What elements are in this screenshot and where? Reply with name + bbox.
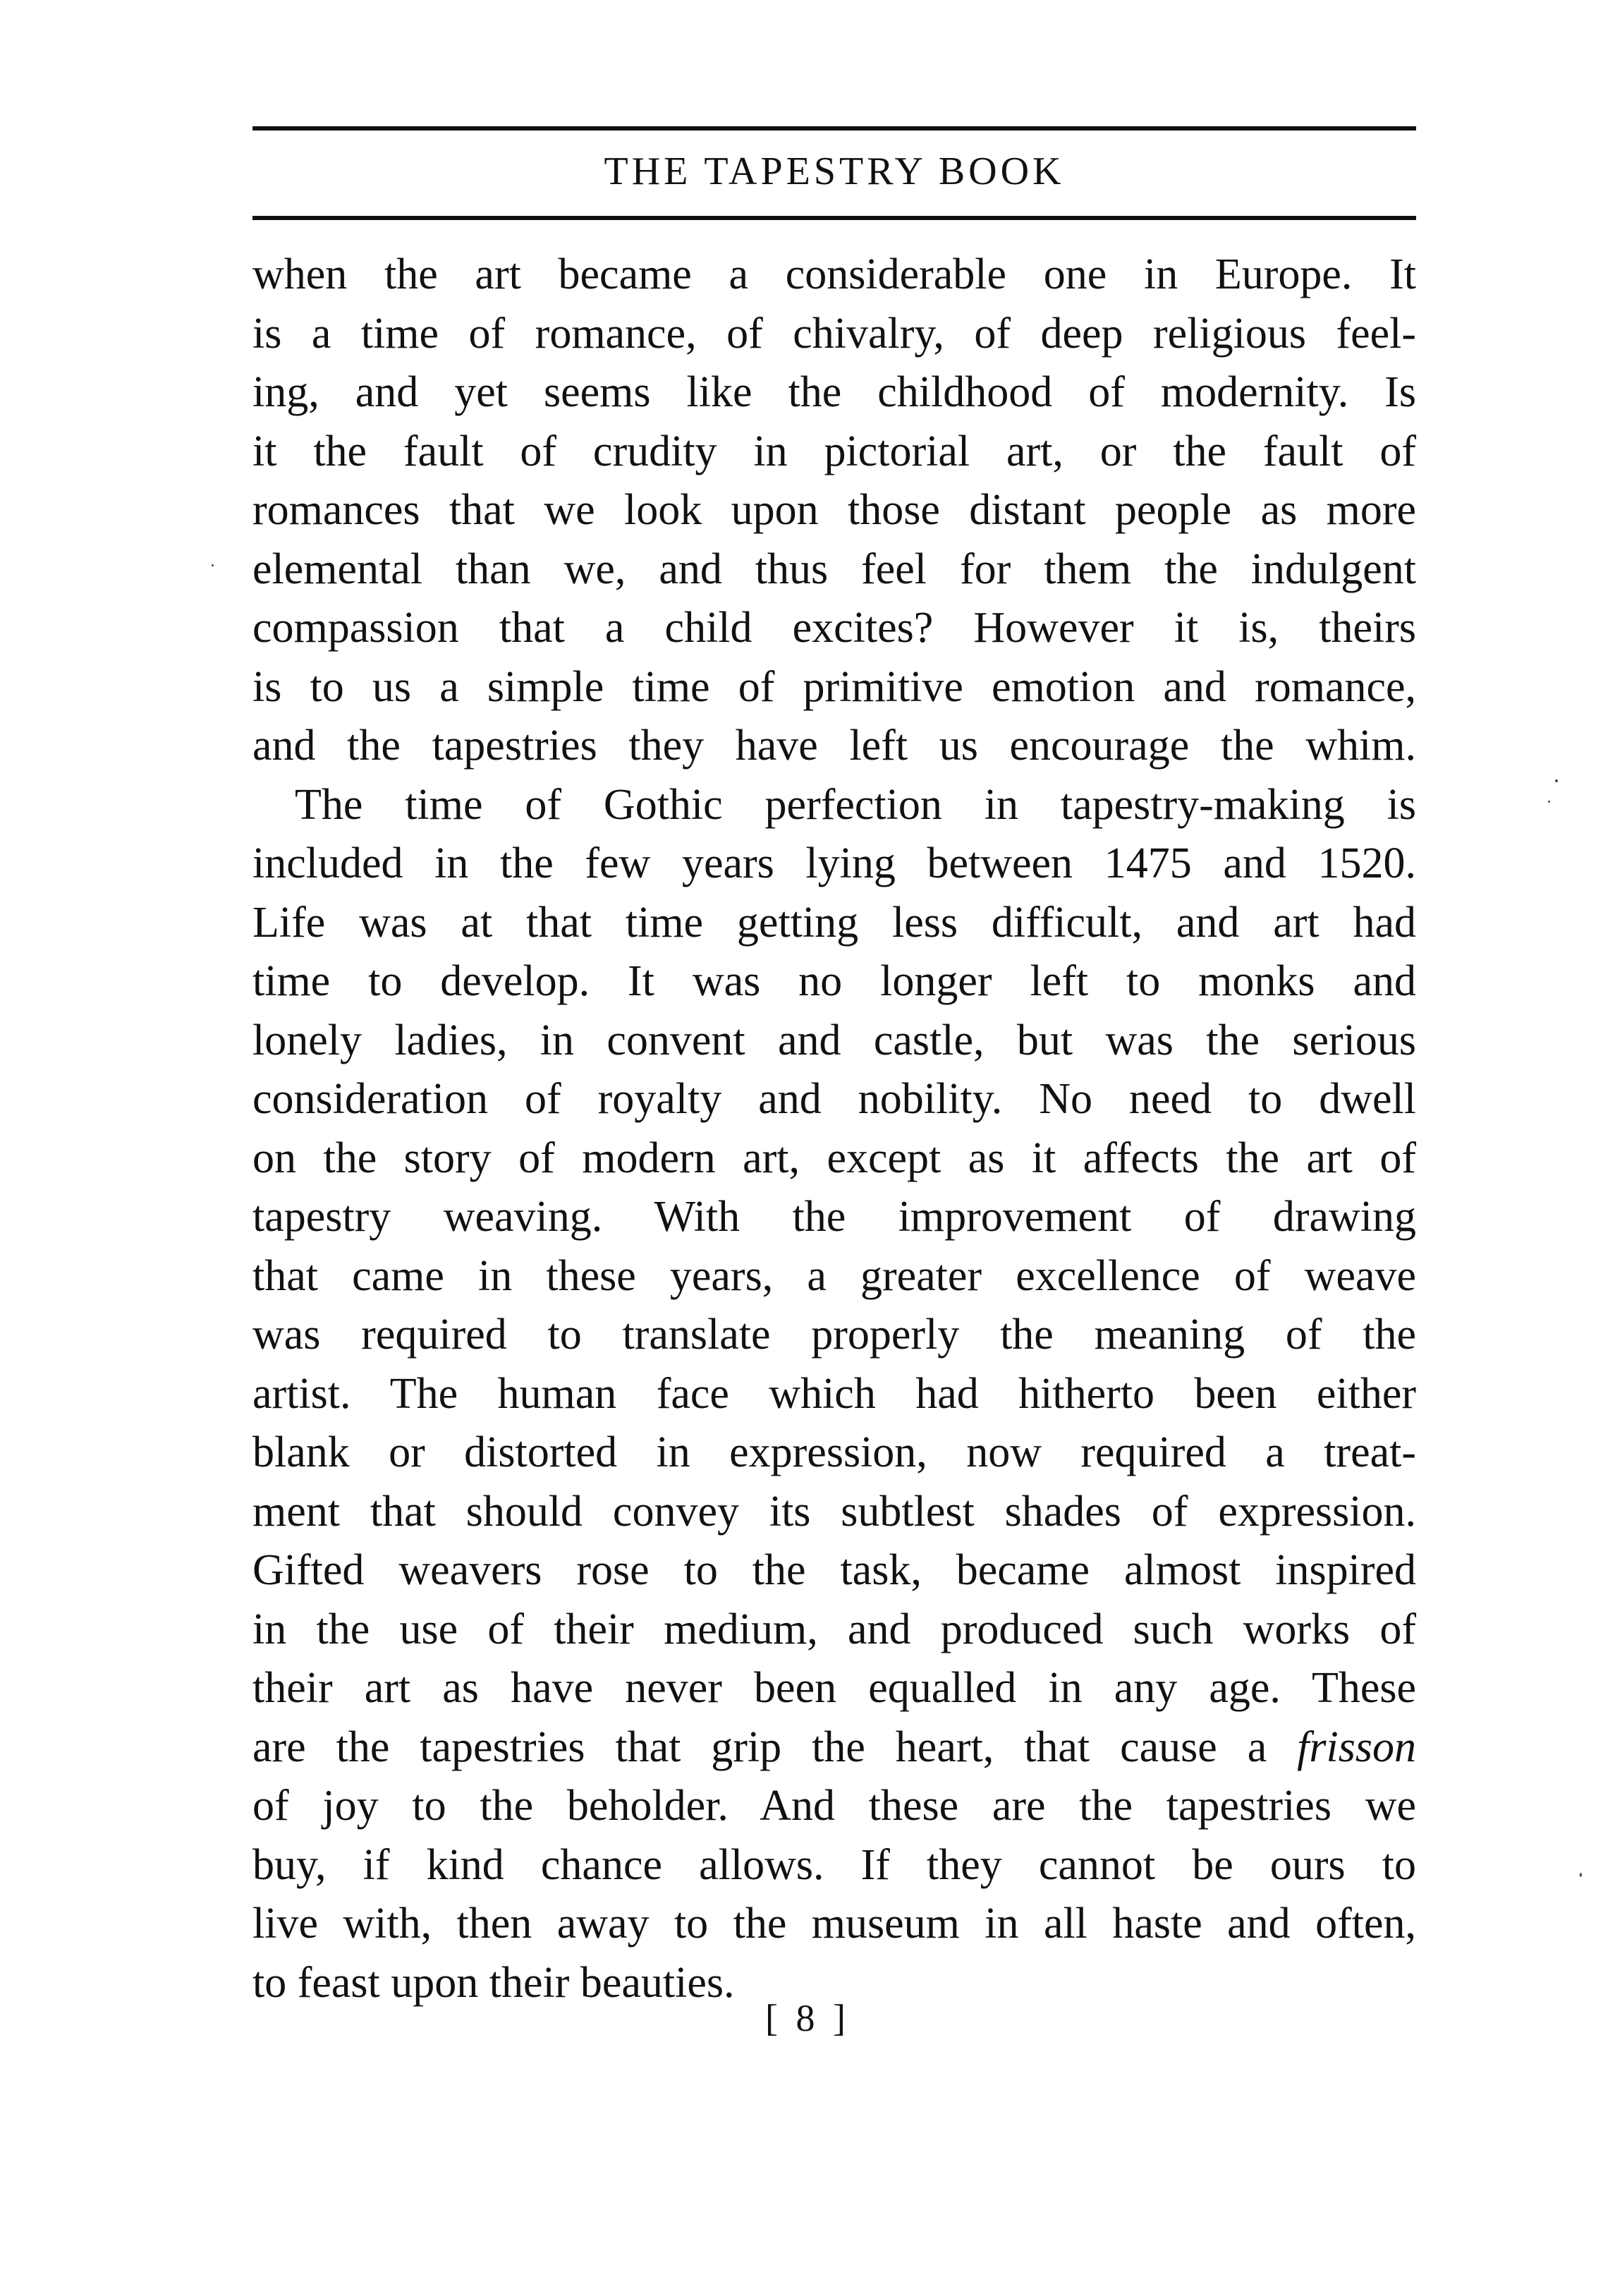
text-line: time to develop. It was no longer left to monks and: [252, 957, 1416, 1005]
text-line: compassion that a child excites? However it is, theirs: [252, 604, 1416, 652]
text-line: their art as have never been equalled in any age. These: [252, 1664, 1416, 1712]
text-segment: are the tapestries that grip the heart, that cause a: [252, 1723, 1267, 1771]
paragraph-2: [252, 776, 1416, 2013]
page-number: [ 8 ]: [765, 1997, 850, 2039]
text-line: included in the few years lying between 1475 and 1520.: [252, 839, 1416, 887]
text-line: Gifted weavers rose to the task, became almost inspired: [252, 1546, 1416, 1594]
text-line: live with, then away to the museum in all haste and often,: [252, 1900, 1416, 1948]
text-line: and the tapestries they have left us encourage the whim.: [252, 722, 1416, 770]
text-line: was required to translate properly the meaning of the: [252, 1311, 1416, 1359]
text-line-with-italic: [252, 1718, 1416, 1778]
text-line: romances that we look upon those distant people as more: [252, 486, 1416, 534]
text-line: consideration of royalty and nobility. No need to dwell: [252, 1075, 1416, 1123]
running-head: THE TAPESTRY BOOK: [604, 150, 1065, 193]
scan-speck: [1555, 779, 1558, 782]
text-line: elemental than we, and thus feel for them the indulgent: [252, 545, 1416, 593]
text-line: artist. The human face which had hitherto been either: [252, 1369, 1416, 1418]
header-rule-top: [252, 126, 1416, 130]
body-text: [252, 245, 1416, 2012]
text-line: is to us a simple time of primitive emotion and romance,: [252, 662, 1416, 711]
text-line: in the use of their medium, and produced such works of: [252, 1605, 1416, 1653]
text-line: when the art became a considerable one in Europe. It: [252, 250, 1416, 298]
text-line: is a time of romance, of chivalry, of deep religious feel-: [252, 309, 1416, 358]
paragraph-1: [252, 245, 1416, 776]
text-line: of joy to the beholder. And these are the tapestries we: [252, 1782, 1416, 1830]
text-line: The time of Gothic perfection in tapestry-making is: [295, 780, 1416, 829]
text-line: Life was at that time getting less difficult, and art had: [252, 898, 1416, 947]
text-line: lonely ladies, in convent and castle, but was the serious: [252, 1016, 1416, 1064]
text-line: ment that should convey its subtlest shades of expression.: [252, 1487, 1416, 1536]
scan-speck: [1580, 1873, 1582, 1877]
text-line: blank or distorted in expression, now required a treat-: [252, 1428, 1416, 1476]
text-line: buy, if kind chance allows. If they cannot be ours to: [252, 1840, 1416, 1889]
header-rule-bottom: [252, 216, 1416, 220]
text-line: to feast upon their beauties.: [252, 1958, 735, 2007]
text-line: tapestry weaving. With the improvement of drawing: [252, 1193, 1416, 1241]
italic-word: frisson: [1297, 1723, 1417, 1771]
text-line: on the story of modern art, except as it affects the art of: [252, 1134, 1416, 1182]
text-line: it the fault of crudity in pictorial art, or the fault of: [252, 427, 1416, 475]
scan-speck: [1548, 801, 1550, 803]
scan-speck: [212, 564, 214, 566]
text-line: ing, and yet seems like the childhood of modernity. Is: [252, 368, 1416, 416]
text-line: that came in these years, a greater excellence of weave: [252, 1251, 1416, 1300]
